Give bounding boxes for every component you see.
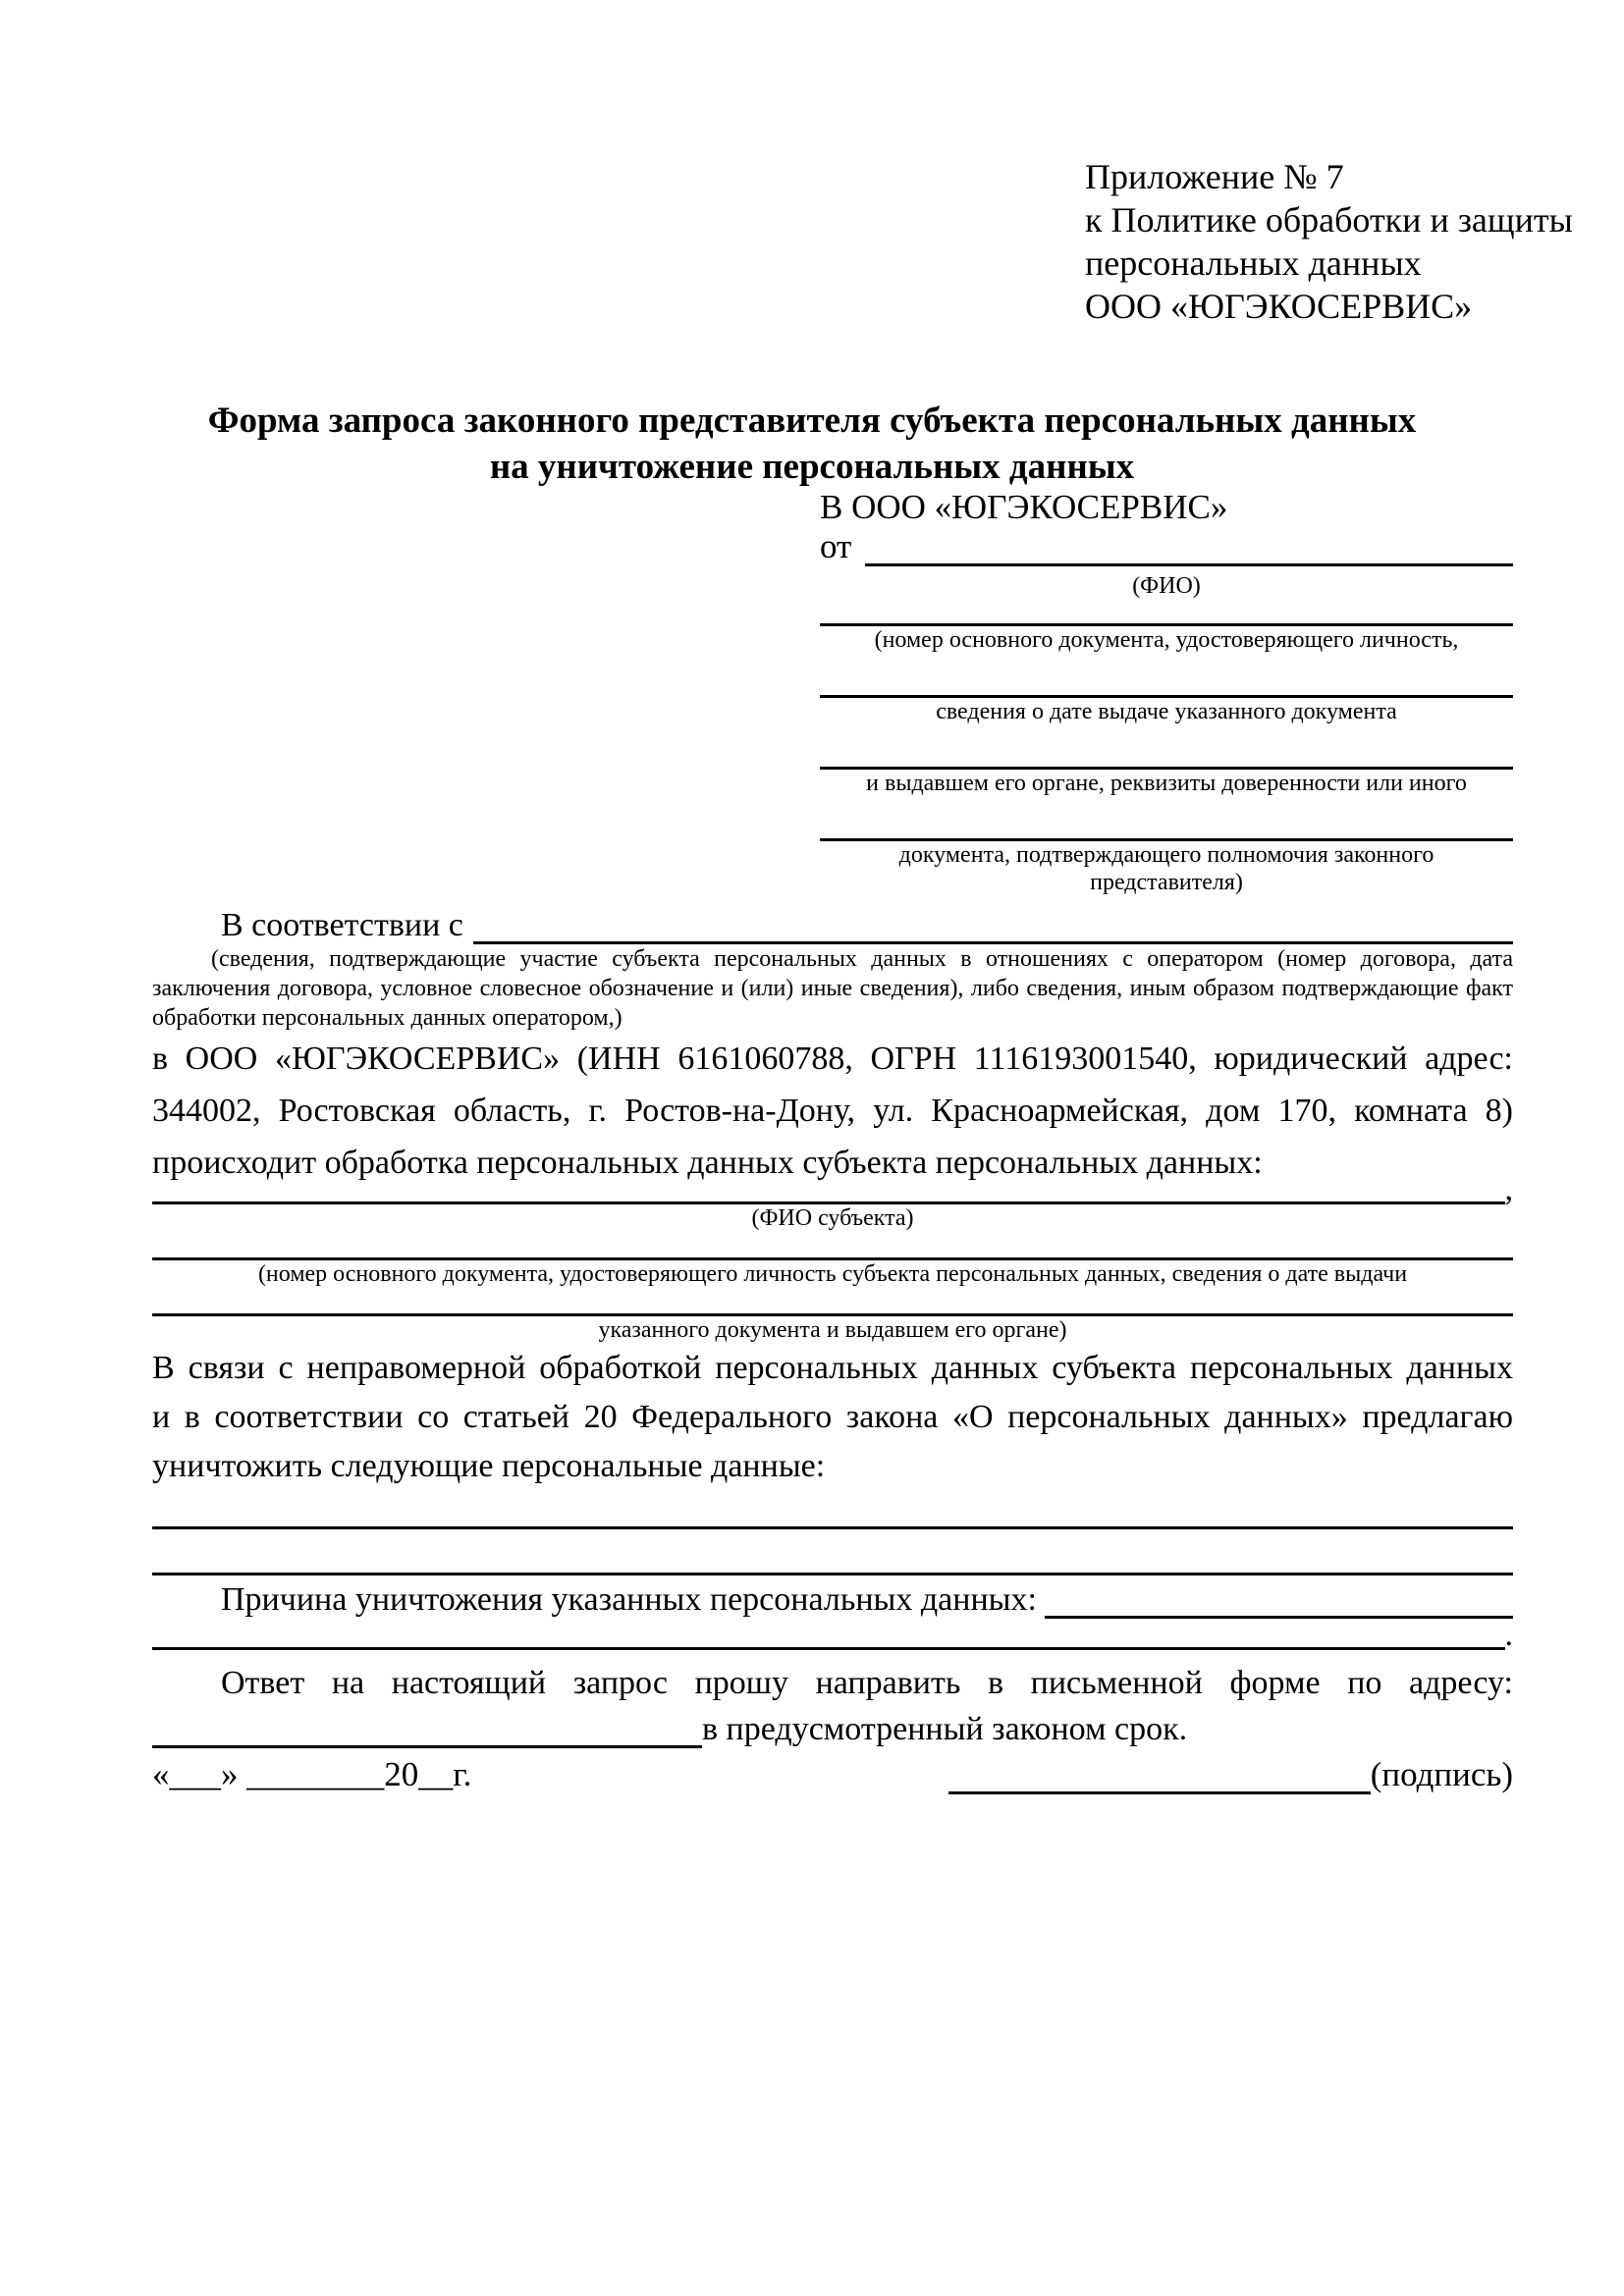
personal-data-blank-line-1	[152, 1491, 1513, 1529]
subject-doc-caption-1: (номер основного документа, удостоверяющего личность субъекта персональных данных, сведения о дате выдачи	[257, 1261, 1408, 1287]
representative-doc-blank-line-2	[820, 654, 1513, 698]
comma-after-blank: ,	[1504, 1171, 1513, 1207]
representative-doc-blank-line-4	[820, 797, 1513, 841]
representative-doc-blank-line-3	[820, 725, 1513, 770]
date-line: «___» ________20__г.	[152, 1755, 472, 1793]
subject-fio-caption: (ФИО субъекта)	[751, 1205, 914, 1231]
accordance-label: В соответствии с	[221, 907, 463, 943]
form-title	[0, 398, 1624, 490]
personal-data-blank-line-2	[152, 1529, 1513, 1575]
header-line-policy: к Политике обработки и защиты	[1085, 200, 1573, 240]
header-line-personal-data: персональных данных	[1085, 243, 1422, 283]
representative-doc-blank-line-1	[820, 600, 1513, 626]
reason-continuation-row	[152, 1617, 1513, 1653]
operator-paragraph-line-1: в ООО «ЮГЭКОСЕРВИС» (ИНН 6161060788, ОГРН 1116193001540, юридический адрес:	[152, 1041, 1513, 1077]
reply-address-row	[152, 1707, 1513, 1748]
representative-doc-caption-4: документа, подтверждающего полномочия законного представителя)	[898, 842, 1435, 895]
form-title-line-1: Форма запроса законного представителя субъекта персональных данных	[207, 400, 1417, 441]
body-column	[152, 903, 1513, 1748]
header-block	[1085, 155, 1573, 328]
fio-caption: (ФИО)	[1132, 573, 1201, 599]
signature-caption: (подпись)	[1370, 1755, 1513, 1793]
reason-continuation-blank-line	[152, 1647, 1505, 1650]
form-title-line-2: на уничтожение персональных данных	[489, 447, 1135, 487]
representative-doc-caption-3: и выдавшем его органе, реквизиты доверенности или иного	[866, 771, 1467, 796]
representative-doc-caption-2: сведения о дате выдаче указанного документа	[936, 699, 1397, 724]
representative-doc-caption-1: (номер основного документа, удостоверяющего личность,	[874, 627, 1459, 653]
subject-doc-blank-line-1	[152, 1232, 1513, 1260]
reason-label: Причина уничтожения указанных персональных данных:	[221, 1581, 1037, 1618]
header-line-company: ООО «ЮГЭКОСЕРВИС»	[1085, 287, 1473, 326]
request-paragraph-line-3: уничтожить следующие персональные данные:	[152, 1448, 826, 1484]
operator-paragraph	[152, 1033, 1513, 1189]
subject-fio-row	[152, 1171, 1513, 1207]
recipient-to-line: В ООО «ЮГЭКОСЕРВИС»	[820, 488, 1228, 526]
signature-blank-line	[948, 1791, 1371, 1794]
fine-print-block	[152, 944, 1513, 1033]
fine-print-line-3: обработки персональных данных оператором,)	[152, 1005, 623, 1031]
recipient-block	[820, 488, 1513, 896]
subject-doc-blank-line-2	[152, 1288, 1513, 1316]
footer-row	[152, 1755, 1513, 1794]
from-row	[820, 527, 1513, 566]
reply-address-blank-line	[152, 1745, 702, 1748]
from-label: от	[820, 527, 852, 565]
signature-block	[948, 1755, 1513, 1794]
operator-paragraph-line-3: происходит обработка персональных данных субъекта персональных данных:	[152, 1145, 1263, 1181]
header-line-appendix: Приложение № 7	[1085, 157, 1344, 196]
accordance-row	[152, 903, 1513, 944]
request-paragraph-line-2: и в соответствии со статьей 20 Федерального закона «О персональных данных» предлагаю	[152, 1399, 1513, 1435]
operator-paragraph-line-2: 344002, Ростовская область, г. Ростов-на-Дону, ул. Красноармейская, дом 170, комната 8)	[152, 1093, 1513, 1129]
request-paragraph	[152, 1344, 1513, 1491]
fine-print-line-1: (сведения, подтверждающие участие субъекта персональных данных в отношениях с оператором (номер договора, дата	[211, 946, 1513, 972]
reason-row	[152, 1575, 1513, 1619]
reply-paragraph-line: Ответ на настоящий запрос прошу направить в письменной форме по адресу:	[221, 1665, 1513, 1701]
reply-suffix: в предусмотренный законом срок.	[702, 1711, 1188, 1747]
reason-blank-line	[1045, 1616, 1513, 1619]
period-after-blank: .	[1504, 1617, 1513, 1653]
representative-fio-blank-line	[865, 563, 1513, 566]
fine-print-line-2: заключения договора, условное словесное обозначение и (или) иные сведения), либо сведения, иным образом подтверждающие факт	[152, 976, 1513, 1001]
subject-doc-caption-2: указанного документа и выдавшем его органе)	[598, 1317, 1067, 1343]
request-paragraph-line-1: В связи с неправомерной обработкой персональных данных субъекта персональных данных	[152, 1350, 1513, 1386]
